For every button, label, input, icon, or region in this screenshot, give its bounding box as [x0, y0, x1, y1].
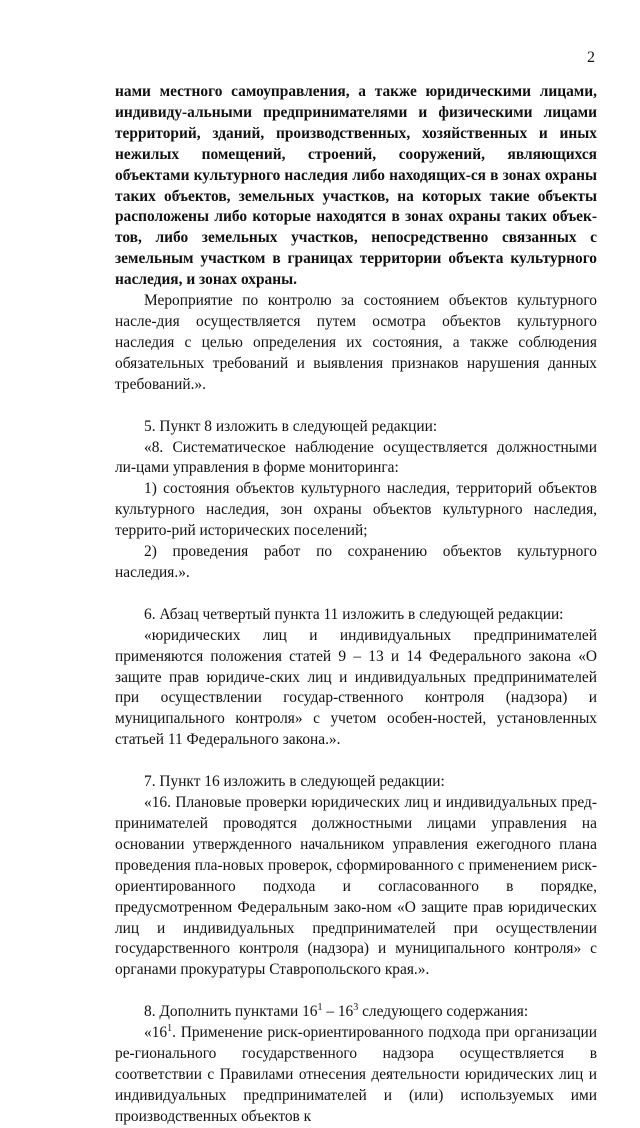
item-8-middle: – 16	[322, 1003, 354, 1021]
paragraph-item-5: 5. Пункт 8 изложить в следующей редакции:	[144, 417, 438, 435]
paragraph-item-5-sub-1: 1) состояния объектов культурного наследия, территорий объектов культурного наследия, зон охраны объектов культурного наследия, террито-рий исторических поселений;	[115, 480, 597, 540]
item-8-sup-1: 1	[317, 1002, 323, 1014]
paragraph-item-8	[115, 1002, 597, 1023]
paragraph-item-7: 7. Пункт 16 изложить в следующей редакции:	[144, 773, 445, 791]
paragraph-item-6-text: «юридических лиц и индивидуальных предпринимателей применяются положения статей 9 – 13 и 14 Федерального закона «О защите прав юридиче-ских лиц и индивидуальных предпринимателей при осуществлении государ-ственного контроля (надзора) и муниципального контроля» с учетом особен-ностей, установленных статьей 11 Федерального закона.».	[115, 626, 597, 749]
item-16-1-sup: 1	[167, 1023, 173, 1035]
item-16-1-prefix: «16	[144, 1024, 168, 1042]
paragraph-item-6: 6. Абзац четвертый пункта 11 изложить в следующей редакции:	[144, 605, 564, 623]
page-number: 2	[587, 49, 595, 66]
item-16-1-text: . Применение риск-ориентированного подхода при организации ре-гионального государственного надзора осуществляется в соответствии с Правилами отнесения деятельности юридических лиц и индивидуальных предпринимателей и (или) используемых ими производственных объектов к	[115, 1024, 597, 1125]
paragraph-item-5-text: «8. Систематическое наблюдение осуществляется должностными ли-цами управления в форме мониторинга:	[115, 438, 597, 477]
paragraph-monitoring-event: Мероприятие по контролю за состоянием объектов культурного насле-дия осуществляется путем осмотра объектов культурного наследия с целью определения их состояния, а также соблюдения обязательных требований и выявления признаков нарушения данных требований.».	[115, 292, 597, 393]
paragraph-item-5-sub-2: 2) проведения работ по сохранению объектов культурного наследия.».	[115, 543, 597, 581]
item-8-suffix: следующего содержания:	[358, 1003, 529, 1021]
item-8-sup-2: 3	[353, 1002, 359, 1014]
paragraph-item-7-text: «16. Плановые проверки юридических лиц и индивидуальных пред-принимателей проводятся должностными лицами управления на основании утвержденного начальником управления ежегодного плана проведения пла-новых проверок, сформированного с применением риск-ориентированного подхода и согласованного в порядке, предусмотренном Федеральным зако-ном «О защите прав юридических лиц и индивидуальных предпринимателей при осуществлении государственного контроля (надзора) и муниципального контроля» с органами прокуратуры Ставропольского края.».	[115, 794, 597, 979]
item-8-prefix: 8. Дополнить пунктами 16	[144, 1003, 318, 1021]
document-body	[115, 82, 597, 1128]
paragraph-continuation: нами местного самоуправления, а также юридическими лицами, индивиду-альными предпринимателями и физическими лицами территорий, зданий, производственных, хозяйственных и иных нежилых помещений, строений, сооружений, являющихся объектами культурного наследия либо находящих-ся в зонах охраны таких объектов, земельных участков, на которых такие объекты расположены либо которые находятся в зонах охраны таких объек-тов, либо земельных участков, непосредственно связанных с земельным участком в границах территории объекта культурного наследия, и зонах охраны.	[115, 83, 597, 289]
paragraph-item-16-1	[115, 1023, 597, 1128]
